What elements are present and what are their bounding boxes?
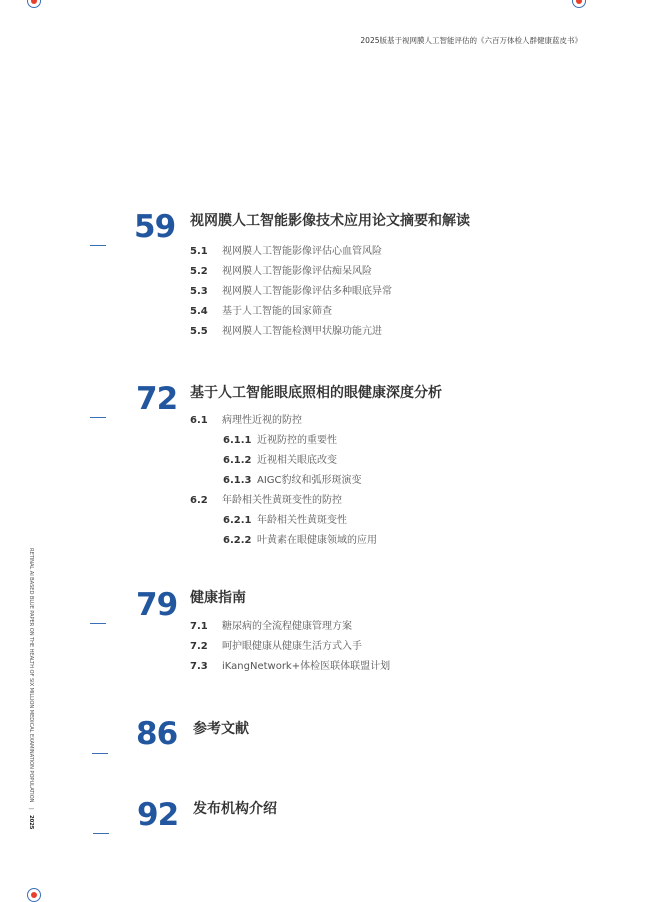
section-page-number: 79: [136, 587, 178, 623]
side-caption: [28, 548, 34, 838]
toc-item[interactable]: 7.3 iKangNetwork+体检医联体联盟计划: [190, 661, 391, 672]
side-caption-separator: |: [28, 807, 34, 810]
section-title: 参考文献: [193, 721, 249, 737]
section-page-number: 86: [136, 716, 178, 752]
section-dash: [90, 245, 106, 246]
side-caption-year: 2025: [28, 815, 34, 830]
toc-subitem[interactable]: 6.2.2 叶黄素在眼健康领域的应用: [223, 535, 377, 546]
section-dash: [90, 623, 106, 624]
toc-item[interactable]: 5.3 视网膜人工智能影像评估多种眼底异常: [190, 286, 392, 297]
section-page-number: 92: [137, 797, 179, 833]
section-dash: [93, 833, 109, 834]
registration-mark-bottom-left: [27, 888, 41, 902]
toc-item[interactable]: 5.2 视网膜人工智能影像评估痴呆风险: [190, 266, 372, 277]
toc-item[interactable]: 6.2 年龄相关性黄斑变性的防控: [190, 495, 342, 506]
toc-item[interactable]: 5.4 基于人工智能的国家筛查: [190, 306, 332, 317]
toc-item[interactable]: 5.5 视网膜人工智能检测甲状腺功能亢进: [190, 326, 382, 337]
toc-item[interactable]: 5.1 视网膜人工智能影像评估心血管风险: [190, 246, 382, 257]
section-dash: [90, 417, 106, 418]
section-title: 健康指南: [190, 590, 246, 606]
registration-mark-top-left: [27, 0, 41, 8]
registration-mark-top-right: [572, 0, 586, 8]
toc-item[interactable]: 7.1 糖尿病的全流程健康管理方案: [190, 621, 352, 632]
section-title: 基于人工智能眼底照相的眼健康深度分析: [190, 385, 442, 401]
toc-subitem[interactable]: 6.1.2 近视相关眼底改变: [223, 455, 337, 466]
section-page-number: 59: [134, 209, 176, 245]
section-title: 发布机构介绍: [193, 801, 277, 817]
toc-subitem[interactable]: 6.1.3 AIGC豹纹和弧形斑演变: [223, 475, 362, 486]
toc-item[interactable]: 6.1 病理性近视的防控: [190, 415, 302, 426]
section-dash: [92, 753, 108, 754]
toc-subitem[interactable]: 6.2.1 年龄相关性黄斑变性: [223, 515, 347, 526]
section-title: 视网膜人工智能影像技术应用论文摘要和解读: [190, 213, 470, 229]
toc-item[interactable]: 7.2 呵护眼健康从健康生活方式入手: [190, 641, 362, 652]
section-page-number: 72: [136, 381, 178, 417]
toc-subitem[interactable]: 6.1.1 近视防控的重要性: [223, 435, 337, 446]
side-caption-text: RETINAL AI BASED BLUE PAPER ON THE HEALTH OF SIX MILLION MEDICAL EXAMINATION POPULATION: [28, 548, 34, 803]
running-header: 2025版基于视网膜人工智能评估的《六百万体检人群健康蓝皮书》: [360, 36, 582, 45]
